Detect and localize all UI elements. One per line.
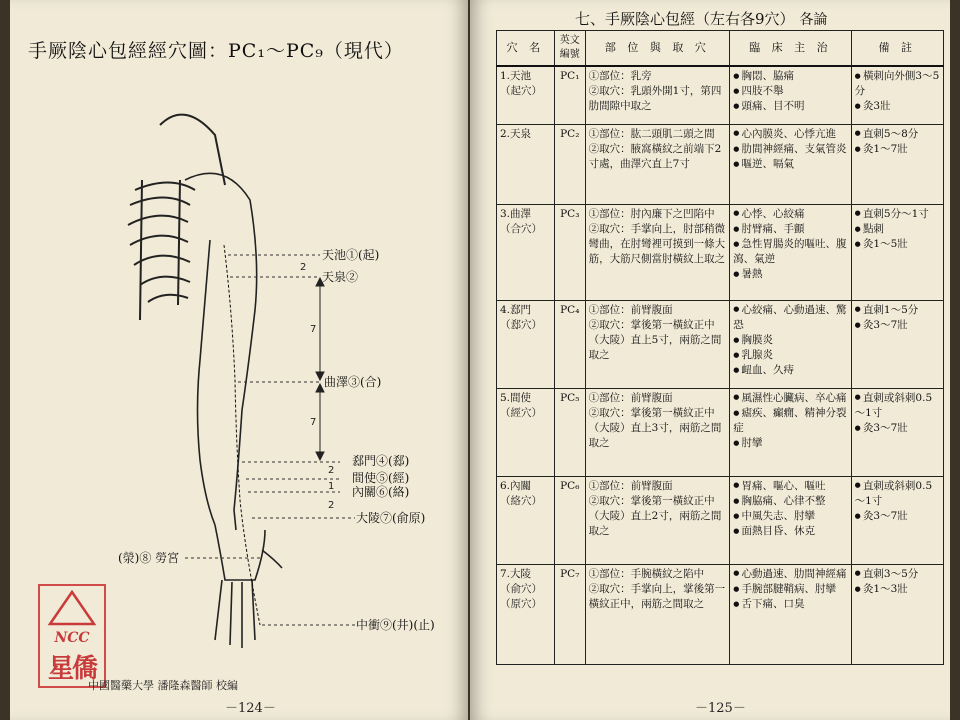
location-cell	[585, 204, 730, 300]
acupoint-code: PC₃	[554, 204, 585, 300]
note-cell-line: ● 直刺或斜刺0.5～1寸	[855, 479, 940, 509]
table-row	[497, 124, 944, 204]
acupoint-type: （絡穴）	[500, 494, 542, 507]
distance-label: 7	[310, 324, 317, 335]
clinical-cell	[730, 300, 851, 388]
clinical-cell-line: ● 暑熱	[733, 267, 847, 282]
location-cell-line: ②取穴：掌後第一橫紋正中（大陵）直上5寸，兩筋之間取之	[588, 318, 722, 362]
location-cell-line: ①部位：乳旁	[588, 70, 652, 82]
acupoint-code: PC₅	[554, 388, 585, 476]
location-cell-line: ②取穴：手掌向上，掌後第一橫紋正中，兩筋之間取之	[588, 582, 726, 610]
acupoint-name-cell	[497, 564, 555, 664]
note-cell-line: ● 直刺5分～1寸	[855, 207, 940, 222]
clinical-cell-line: ● 心內膜炎、心悸亢進	[733, 127, 847, 142]
acupoint-code: PC₆	[554, 476, 585, 564]
acupoint-label: 郄門④(郄)	[352, 454, 410, 468]
acupoint-code: PC₂	[554, 124, 585, 204]
distance-label: 2	[328, 465, 335, 476]
table-row	[497, 388, 944, 476]
table-row	[497, 204, 944, 300]
note-cell-line: ● 灸1～3壯	[855, 582, 940, 597]
acupoint-name-cell	[497, 388, 555, 476]
note-cell-line: ● 直刺或斜刺0.5～1寸	[855, 391, 940, 421]
column-header: 部 位 與 取 穴	[585, 31, 730, 67]
stamp-triangle-icon	[40, 586, 104, 630]
note-cell-line: ● 灸1～7壯	[855, 142, 940, 157]
acupoint-label: 間使⑤(經)	[352, 471, 410, 485]
location-cell	[585, 124, 730, 204]
acupoint-type: （合穴）	[500, 222, 542, 235]
note-cell-line: ● 灸3～7壯	[855, 421, 940, 436]
acupoint-label: 大陵⑦(俞原)	[356, 511, 426, 525]
section-title-main: 七、手厥陰心包經（左右各9穴）	[575, 10, 795, 28]
clinical-cell-line: ● 急性胃腸炎的嘔吐、腹瀉、氣逆	[733, 237, 847, 267]
acupoint-name: 1.天池	[500, 70, 532, 82]
location-cell-line: ②取穴：掌後第一橫紋正中（大陵）直上2寸，兩筋之間取之	[588, 494, 722, 538]
stamp-name: 星僑	[47, 654, 96, 684]
table-row	[497, 476, 944, 564]
location-cell-line: ①部位：肱二頭肌二頭之間	[588, 127, 715, 140]
clinical-cell-line: ● 胸膜炎	[733, 333, 847, 348]
clinical-cell-line: ● 面熱目昏、休克	[733, 524, 847, 539]
clinical-cell	[730, 124, 851, 204]
distance-markers	[316, 278, 324, 460]
location-cell	[585, 300, 730, 388]
note-cell-line: ● 直刺3～5分	[855, 567, 940, 582]
acupoint-name: 2.天泉	[500, 127, 532, 140]
table-row	[497, 66, 944, 124]
distance-label: 1	[328, 481, 335, 492]
arm-meridian-illustration	[10, 80, 468, 660]
acupoint-name-cell	[497, 476, 555, 564]
arm-outline	[185, 173, 282, 648]
clinical-cell-line: ● 嘔逆、嗝氣	[733, 157, 847, 172]
acupoint-name: 4.郄門	[500, 303, 532, 316]
note-cell-line: ● 灸3～7壯	[855, 318, 940, 333]
acupoint-code: PC₇	[554, 564, 585, 664]
column-header: 英文編號	[554, 31, 585, 67]
clinical-cell-line: ● 乳腺炎	[733, 348, 847, 363]
clinical-cell-line: ● 頭痛、目不明	[733, 99, 847, 114]
acupoint-name-cell	[497, 66, 555, 124]
distance-label: 7	[310, 417, 317, 428]
note-cell-line: ● 灸3壯	[855, 99, 940, 114]
guide-lines	[185, 255, 355, 625]
stamp-ncc: NCC	[54, 630, 90, 646]
acupoint-label: 內關⑥(絡)	[352, 485, 410, 499]
clinical-cell-line: ● 衄血、久痔	[733, 363, 847, 378]
location-cell	[585, 66, 730, 124]
note-cell	[851, 564, 943, 664]
acupoint-label: 天池①(起)	[322, 248, 380, 262]
section-title	[575, 8, 827, 29]
clinical-cell	[730, 204, 851, 300]
acupoint-code: PC₄	[554, 300, 585, 388]
note-cell	[851, 388, 943, 476]
clinical-cell-line: ● 心絞痛、心動過速、驚恐	[733, 303, 847, 333]
column-header: 穴 名	[497, 31, 555, 67]
clinical-cell-line: ● 中風失志、肘攣	[733, 509, 847, 524]
table-header-row	[497, 31, 944, 67]
note-cell-line: ● 直刺5～8分	[855, 127, 940, 142]
page-footer: 中國醫藥大學 潘隆森醫師 校編	[88, 679, 238, 692]
acupoint-label: (滎)⑧ 勞宮	[118, 551, 180, 565]
clinical-cell-line: ● 心動過速、肋間神經痛	[733, 567, 847, 582]
acupoint-type: （起穴）	[500, 85, 542, 98]
clinical-cell	[730, 66, 851, 124]
location-cell-line: ②取穴：掌後第一橫紋正中（大陵）直上3寸，兩筋之間取之	[588, 406, 722, 450]
clinical-cell-line: ● 胸脇痛、心律不整	[733, 494, 847, 509]
table-row	[497, 300, 944, 388]
note-cell-line: ● 橫刺向外側3～5分	[855, 69, 940, 99]
clinical-cell-line: ● 胸悶、脇痛	[733, 69, 847, 84]
location-cell-line: ②取穴：乳頭外開1寸，第四肋間隙中取之	[588, 85, 722, 113]
location-cell	[585, 564, 730, 664]
acupoint-name-cell	[497, 124, 555, 204]
location-cell	[585, 388, 730, 476]
clinical-cell-line: ● 肋間神經痛、支氣管炎	[733, 142, 847, 157]
left-page	[10, 0, 468, 720]
note-cell-line: ● 直刺1～5分	[855, 303, 940, 318]
figure-title: 手厥陰心包經經穴圖：PC₁～PC₉（現代）	[28, 40, 404, 62]
clinical-cell-line: ● 肘臂痛、手顫	[733, 222, 847, 237]
acupoint-label: 中衝⑨(井)(止)	[356, 618, 435, 632]
acupoint-name-cell	[497, 204, 555, 300]
acupoint-code: PC₁	[554, 66, 585, 124]
location-cell-line: ②取穴：腋窩橫紋之前端下2寸處，曲澤穴直上7寸	[588, 142, 722, 170]
location-cell-line: ①部位：前臂腹面	[588, 479, 673, 492]
acupoint-table	[496, 30, 944, 665]
acupoint-type: （俞穴）（原穴）	[500, 582, 542, 610]
location-cell-line: ②取穴：手掌向上，肘部稍微彎曲，在肘彎裡可摸到一條大筋，大筋尺側當肘橫紋上取之	[588, 222, 726, 266]
clinical-cell-line: ● 肘攣	[733, 436, 847, 451]
note-cell	[851, 300, 943, 388]
acupoint-name: 6.內關	[500, 479, 532, 492]
distance-label: 2	[300, 262, 307, 273]
note-cell	[851, 66, 943, 124]
distance-label: 2	[328, 500, 335, 511]
clinical-cell-line: ● 舌下痛、口臭	[733, 597, 847, 612]
note-cell	[851, 476, 943, 564]
note-cell-line: ● 灸1～5壯	[855, 237, 940, 252]
clinical-cell-line: ● 風濕性心臟病、卒心痛	[733, 391, 847, 406]
acupoint-label: 曲澤③(合)	[324, 375, 382, 389]
right-page	[470, 0, 950, 720]
location-cell-line: ①部位：前臂腹面	[588, 303, 673, 316]
clinical-cell	[730, 476, 851, 564]
clinical-cell	[730, 564, 851, 664]
publisher-stamp	[38, 584, 106, 688]
page-number: －124－	[225, 701, 276, 716]
acupoint-name-cell	[497, 300, 555, 388]
acupoint-label: 天泉②	[322, 270, 359, 284]
clinical-cell	[730, 388, 851, 476]
page-number: －125－	[695, 701, 746, 716]
acupoint-type: （郄穴）	[500, 318, 542, 331]
note-cell-line: ● 點刺	[855, 222, 940, 237]
acupoint-name: 5.間使	[500, 391, 532, 404]
column-header: 備 註	[851, 31, 943, 67]
clinical-cell-line: ● 心悸、心絞痛	[733, 207, 847, 222]
clinical-cell-line: ● 瘧疾、癲癇、精神分裂症	[733, 406, 847, 436]
acupoint-name: 7.大陵	[500, 567, 532, 580]
location-cell-line: ①部位：前臂腹面	[588, 391, 673, 404]
location-cell-line: ①部位：肘內廉下之凹陷中	[588, 207, 715, 220]
section-title-suffix: 各論	[799, 12, 828, 28]
clinical-cell-line: ● 手腕部腱鞘病、肘攣	[733, 582, 847, 597]
location-cell-line: ①部位：手腕橫紋之陷中	[588, 567, 705, 580]
column-header: 臨 床 主 治	[730, 31, 851, 67]
location-cell	[585, 476, 730, 564]
acupoint-type: （經穴）	[500, 406, 542, 419]
note-cell-line: ● 灸3～7壯	[855, 509, 940, 524]
ribcage-drawing	[128, 115, 225, 320]
meridian-line	[224, 245, 260, 625]
note-cell	[851, 124, 943, 204]
note-cell	[851, 204, 943, 300]
clinical-cell-line: ● 四肢不舉	[733, 84, 847, 99]
acupoint-name: 3.曲澤	[500, 207, 532, 220]
table-row	[497, 564, 944, 664]
clinical-cell-line: ● 胃痛、嘔心、嘔吐	[733, 479, 847, 494]
